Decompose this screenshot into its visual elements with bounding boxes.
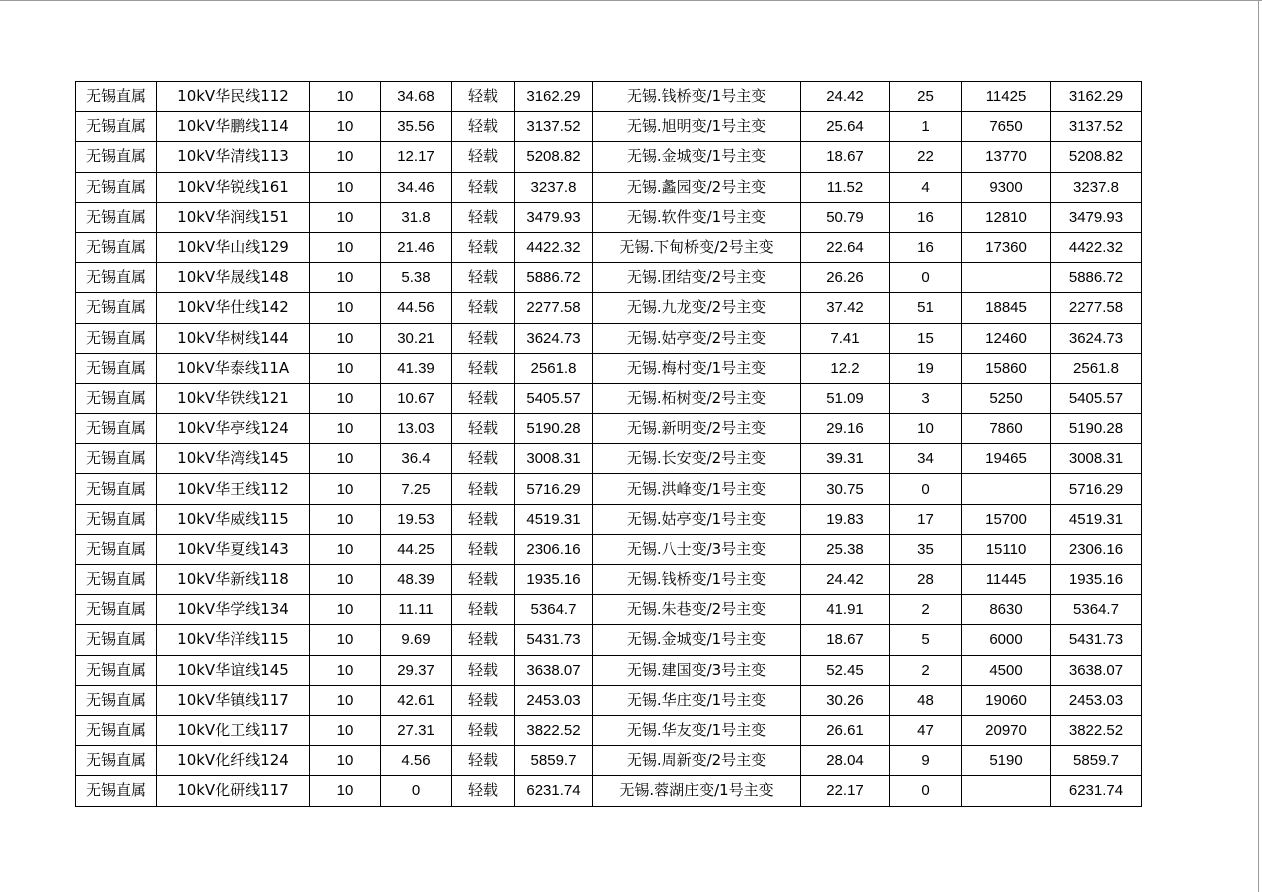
feeder-name-cell: 10kV华学线134 [157,595,310,625]
table-row [76,625,1142,655]
voltage-cell: 10 [310,715,381,745]
customer-count-cell: 25 [890,82,962,112]
load-rate-cell: 41.39 [381,353,452,383]
substation-transformer-cell: 无锡.姑亭变/1号主变 [593,504,801,534]
company-cell: 无锡直属 [76,112,157,142]
spare-capacity-cell: 3479.93 [515,202,593,232]
load-status-cell: 轻载 [452,202,515,232]
feeder-name-cell: 10kV华新线118 [157,565,310,595]
available-capacity-cell: 5405.57 [1051,383,1142,413]
load-status-cell: 轻载 [452,172,515,202]
transformer-load-rate-cell: 37.42 [801,293,890,323]
transformer-load-rate-cell: 26.61 [801,715,890,745]
substation-transformer-cell: 无锡.金城变/1号主变 [593,142,801,172]
company-cell: 无锡直属 [76,172,157,202]
capacity-cell: 11445 [962,565,1051,595]
load-status-cell: 轻载 [452,112,515,142]
transformer-load-rate-cell: 25.38 [801,534,890,564]
capacity-cell: 7650 [962,112,1051,142]
company-cell: 无锡直属 [76,534,157,564]
transformer-load-rate-cell: 24.42 [801,82,890,112]
table-row [76,746,1142,776]
table-row [76,142,1142,172]
customer-count-cell: 17 [890,504,962,534]
substation-transformer-cell: 无锡.长安变/2号主变 [593,444,801,474]
load-rate-cell: 34.46 [381,172,452,202]
company-cell: 无锡直属 [76,293,157,323]
load-rate-cell: 0 [381,776,452,806]
substation-transformer-cell: 无锡.姑亭变/2号主变 [593,323,801,353]
spare-capacity-cell: 3638.07 [515,655,593,685]
substation-transformer-cell: 无锡.下甸桥变/2号主变 [593,232,801,262]
spare-capacity-cell: 5859.7 [515,746,593,776]
customer-count-cell: 51 [890,293,962,323]
spare-capacity-cell: 1935.16 [515,565,593,595]
load-rate-cell: 12.17 [381,142,452,172]
table-row [76,655,1142,685]
load-rate-cell: 13.03 [381,414,452,444]
load-rate-cell: 9.69 [381,625,452,655]
transformer-load-rate-cell: 29.16 [801,414,890,444]
transformer-load-rate-cell: 11.52 [801,172,890,202]
load-rate-cell: 27.31 [381,715,452,745]
table-row [76,263,1142,293]
load-status-cell: 轻载 [452,625,515,655]
voltage-cell: 10 [310,776,381,806]
substation-transformer-cell: 无锡.钱桥变/1号主变 [593,82,801,112]
available-capacity-cell: 5431.73 [1051,625,1142,655]
table-row [76,534,1142,564]
customer-count-cell: 0 [890,263,962,293]
load-status-cell: 轻载 [452,82,515,112]
customer-count-cell: 16 [890,232,962,262]
available-capacity-cell: 4422.32 [1051,232,1142,262]
capacity-cell: 6000 [962,625,1051,655]
transformer-load-rate-cell: 18.67 [801,142,890,172]
customer-count-cell: 28 [890,565,962,595]
available-capacity-cell: 5886.72 [1051,263,1142,293]
voltage-cell: 10 [310,534,381,564]
load-rate-cell: 44.25 [381,534,452,564]
load-rate-cell: 36.4 [381,444,452,474]
voltage-cell: 10 [310,414,381,444]
voltage-cell: 10 [310,504,381,534]
feeder-name-cell: 10kV华亭线124 [157,414,310,444]
feeder-name-cell: 10kV华湾线145 [157,444,310,474]
feeder-name-cell: 10kV华清线113 [157,142,310,172]
voltage-cell: 10 [310,232,381,262]
spare-capacity-cell: 3822.52 [515,715,593,745]
customer-count-cell: 2 [890,655,962,685]
transformer-load-rate-cell: 39.31 [801,444,890,474]
table-row [76,383,1142,413]
feeder-name-cell: 10kV华洋线115 [157,625,310,655]
table-row [76,504,1142,534]
transformer-load-rate-cell: 50.79 [801,202,890,232]
voltage-cell: 10 [310,383,381,413]
company-cell: 无锡直属 [76,685,157,715]
substation-transformer-cell: 无锡.朱巷变/2号主变 [593,595,801,625]
capacity-cell [962,263,1051,293]
feeder-name-cell: 10kV华王线112 [157,474,310,504]
company-cell: 无锡直属 [76,595,157,625]
spare-capacity-cell: 4422.32 [515,232,593,262]
voltage-cell: 10 [310,474,381,504]
spare-capacity-cell: 3008.31 [515,444,593,474]
spare-capacity-cell: 3624.73 [515,323,593,353]
transformer-load-rate-cell: 51.09 [801,383,890,413]
table-row [76,685,1142,715]
capacity-cell: 4500 [962,655,1051,685]
voltage-cell: 10 [310,142,381,172]
company-cell: 无锡直属 [76,625,157,655]
substation-transformer-cell: 无锡.华友变/1号主变 [593,715,801,745]
substation-transformer-cell: 无锡.钱桥变/1号主变 [593,565,801,595]
capacity-cell: 11425 [962,82,1051,112]
voltage-cell: 10 [310,293,381,323]
company-cell: 无锡直属 [76,655,157,685]
capacity-cell: 13770 [962,142,1051,172]
capacity-cell: 19465 [962,444,1051,474]
spare-capacity-cell: 3237.8 [515,172,593,202]
voltage-cell: 10 [310,685,381,715]
voltage-cell: 10 [310,353,381,383]
page-border-top [0,0,1262,1]
capacity-cell: 17360 [962,232,1051,262]
transformer-load-rate-cell: 30.75 [801,474,890,504]
load-status-cell: 轻载 [452,776,515,806]
table-row [76,82,1142,112]
load-rate-cell: 34.68 [381,82,452,112]
load-rate-cell: 44.56 [381,293,452,323]
load-rate-cell: 30.21 [381,323,452,353]
capacity-cell: 5190 [962,746,1051,776]
company-cell: 无锡直属 [76,565,157,595]
load-rate-cell: 21.46 [381,232,452,262]
available-capacity-cell: 6231.74 [1051,776,1142,806]
company-cell: 无锡直属 [76,776,157,806]
load-status-cell: 轻载 [452,232,515,262]
company-cell: 无锡直属 [76,444,157,474]
table-row [76,293,1142,323]
load-status-cell: 轻载 [452,263,515,293]
available-capacity-cell: 2277.58 [1051,293,1142,323]
capacity-cell: 15860 [962,353,1051,383]
feeder-name-cell: 10kV化纤线124 [157,746,310,776]
company-cell: 无锡直属 [76,746,157,776]
table-body [76,82,1142,807]
available-capacity-cell: 3479.93 [1051,202,1142,232]
substation-transformer-cell: 无锡.旭明变/1号主变 [593,112,801,142]
spare-capacity-cell: 3137.52 [515,112,593,142]
transformer-load-rate-cell: 24.42 [801,565,890,595]
load-rate-cell: 35.56 [381,112,452,142]
transformer-load-rate-cell: 28.04 [801,746,890,776]
voltage-cell: 10 [310,746,381,776]
feeder-name-cell: 10kV华晟线148 [157,263,310,293]
load-rate-cell: 11.11 [381,595,452,625]
spare-capacity-cell: 5431.73 [515,625,593,655]
table-row [76,776,1142,806]
transformer-load-rate-cell: 41.91 [801,595,890,625]
feeder-name-cell: 10kV华润线151 [157,202,310,232]
load-status-cell: 轻载 [452,414,515,444]
feeder-name-cell: 10kV华民线112 [157,82,310,112]
customer-count-cell: 5 [890,625,962,655]
load-status-cell: 轻载 [452,323,515,353]
load-status-cell: 轻载 [452,474,515,504]
spare-capacity-cell: 5886.72 [515,263,593,293]
customer-count-cell: 35 [890,534,962,564]
table-row [76,715,1142,745]
customer-count-cell: 2 [890,595,962,625]
capacity-cell: 9300 [962,172,1051,202]
feeder-name-cell: 10kV华仕线142 [157,293,310,323]
substation-transformer-cell: 无锡.建国变/3号主变 [593,655,801,685]
voltage-cell: 10 [310,655,381,685]
available-capacity-cell: 3162.29 [1051,82,1142,112]
capacity-cell: 20970 [962,715,1051,745]
available-capacity-cell: 2453.03 [1051,685,1142,715]
load-status-cell: 轻载 [452,746,515,776]
feeder-name-cell: 10kV华锐线161 [157,172,310,202]
load-status-cell: 轻载 [452,685,515,715]
load-status-cell: 轻载 [452,142,515,172]
transformer-load-rate-cell: 7.41 [801,323,890,353]
load-rate-cell: 48.39 [381,565,452,595]
table-row [76,323,1142,353]
voltage-cell: 10 [310,112,381,142]
company-cell: 无锡直属 [76,263,157,293]
load-status-cell: 轻载 [452,595,515,625]
available-capacity-cell: 2306.16 [1051,534,1142,564]
substation-transformer-cell: 无锡.软件变/1号主变 [593,202,801,232]
company-cell: 无锡直属 [76,383,157,413]
feeder-name-cell: 10kV化工线117 [157,715,310,745]
available-capacity-cell: 4519.31 [1051,504,1142,534]
feeder-name-cell: 10kV华威线115 [157,504,310,534]
load-rate-cell: 10.67 [381,383,452,413]
feeder-name-cell: 10kV华谊线145 [157,655,310,685]
company-cell: 无锡直属 [76,202,157,232]
customer-count-cell: 16 [890,202,962,232]
load-rate-cell: 29.37 [381,655,452,685]
available-capacity-cell: 5364.7 [1051,595,1142,625]
capacity-cell: 15110 [962,534,1051,564]
table-row [76,202,1142,232]
table-row [76,232,1142,262]
substation-transformer-cell: 无锡.九龙变/2号主变 [593,293,801,323]
customer-count-cell: 34 [890,444,962,474]
capacity-cell [962,776,1051,806]
load-status-cell: 轻载 [452,353,515,383]
available-capacity-cell: 3137.52 [1051,112,1142,142]
substation-transformer-cell: 无锡.八士变/3号主变 [593,534,801,564]
voltage-cell: 10 [310,595,381,625]
customer-count-cell: 1 [890,112,962,142]
voltage-cell: 10 [310,263,381,293]
capacity-cell: 5250 [962,383,1051,413]
company-cell: 无锡直属 [76,142,157,172]
substation-transformer-cell: 无锡.洪峰变/1号主变 [593,474,801,504]
capacity-cell: 8630 [962,595,1051,625]
table-row [76,565,1142,595]
feeder-name-cell: 10kV华山线129 [157,232,310,262]
spare-capacity-cell: 3162.29 [515,82,593,112]
table-row [76,112,1142,142]
capacity-cell: 7860 [962,414,1051,444]
customer-count-cell: 9 [890,746,962,776]
load-status-cell: 轻载 [452,715,515,745]
capacity-cell: 12460 [962,323,1051,353]
load-rate-cell: 42.61 [381,685,452,715]
company-cell: 无锡直属 [76,504,157,534]
feeder-name-cell: 10kV华夏线143 [157,534,310,564]
table-row [76,172,1142,202]
transformer-load-rate-cell: 19.83 [801,504,890,534]
table-row [76,444,1142,474]
load-status-cell: 轻载 [452,444,515,474]
available-capacity-cell: 3822.52 [1051,715,1142,745]
company-cell: 无锡直属 [76,414,157,444]
capacity-cell: 12810 [962,202,1051,232]
customer-count-cell: 10 [890,414,962,444]
transformer-load-rate-cell: 22.17 [801,776,890,806]
customer-count-cell: 0 [890,474,962,504]
transformer-load-rate-cell: 52.45 [801,655,890,685]
available-capacity-cell: 5208.82 [1051,142,1142,172]
available-capacity-cell: 5859.7 [1051,746,1142,776]
load-status-cell: 轻载 [452,655,515,685]
load-status-cell: 轻载 [452,383,515,413]
customer-count-cell: 48 [890,685,962,715]
customer-count-cell: 19 [890,353,962,383]
spare-capacity-cell: 2453.03 [515,685,593,715]
transformer-load-rate-cell: 22.64 [801,232,890,262]
spare-capacity-cell: 5364.7 [515,595,593,625]
transformer-load-rate-cell: 18.67 [801,625,890,655]
spare-capacity-cell: 2561.8 [515,353,593,383]
spare-capacity-cell: 5405.57 [515,383,593,413]
feeder-name-cell: 10kV华铁线121 [157,383,310,413]
available-capacity-cell: 3624.73 [1051,323,1142,353]
voltage-cell: 10 [310,323,381,353]
capacity-cell: 19060 [962,685,1051,715]
spare-capacity-cell: 2277.58 [515,293,593,323]
customer-count-cell: 22 [890,142,962,172]
page-border-right [1258,0,1259,892]
feeder-name-cell: 10kV华鹏线114 [157,112,310,142]
spare-capacity-cell: 5190.28 [515,414,593,444]
available-capacity-cell: 3638.07 [1051,655,1142,685]
voltage-cell: 10 [310,565,381,595]
substation-transformer-cell: 无锡.金城变/1号主变 [593,625,801,655]
spare-capacity-cell: 2306.16 [515,534,593,564]
spare-capacity-cell: 6231.74 [515,776,593,806]
substation-transformer-cell: 无锡.团结变/2号主变 [593,263,801,293]
feeder-name-cell: 10kV华镇线117 [157,685,310,715]
load-status-cell: 轻载 [452,565,515,595]
available-capacity-cell: 5190.28 [1051,414,1142,444]
company-cell: 无锡直属 [76,474,157,504]
table-row [76,595,1142,625]
load-rate-cell: 19.53 [381,504,452,534]
substation-transformer-cell: 无锡.柘树变/2号主变 [593,383,801,413]
spare-capacity-cell: 4519.31 [515,504,593,534]
capacity-cell: 15700 [962,504,1051,534]
substation-transformer-cell: 无锡.蠡园变/2号主变 [593,172,801,202]
voltage-cell: 10 [310,202,381,232]
load-rate-cell: 7.25 [381,474,452,504]
company-cell: 无锡直属 [76,353,157,383]
transformer-load-rate-cell: 12.2 [801,353,890,383]
capacity-cell: 18845 [962,293,1051,323]
feeder-name-cell: 10kV华树线144 [157,323,310,353]
load-status-cell: 轻载 [452,504,515,534]
feeder-load-table [75,81,1142,807]
company-cell: 无锡直属 [76,323,157,353]
substation-transformer-cell: 无锡.梅村变/1号主变 [593,353,801,383]
transformer-load-rate-cell: 30.26 [801,685,890,715]
voltage-cell: 10 [310,444,381,474]
company-cell: 无锡直属 [76,715,157,745]
load-status-cell: 轻载 [452,534,515,564]
available-capacity-cell: 5716.29 [1051,474,1142,504]
table-row [76,474,1142,504]
available-capacity-cell: 1935.16 [1051,565,1142,595]
capacity-cell [962,474,1051,504]
load-rate-cell: 4.56 [381,746,452,776]
customer-count-cell: 3 [890,383,962,413]
company-cell: 无锡直属 [76,82,157,112]
substation-transformer-cell: 无锡.新明变/2号主变 [593,414,801,444]
transformer-load-rate-cell: 25.64 [801,112,890,142]
substation-transformer-cell: 无锡.蓉湖庄变/1号主变 [593,776,801,806]
feeder-name-cell: 10kV化研线117 [157,776,310,806]
available-capacity-cell: 3008.31 [1051,444,1142,474]
substation-transformer-cell: 无锡.华庄变/1号主变 [593,685,801,715]
company-cell: 无锡直属 [76,232,157,262]
table-row [76,414,1142,444]
customer-count-cell: 4 [890,172,962,202]
load-rate-cell: 5.38 [381,263,452,293]
voltage-cell: 10 [310,82,381,112]
customer-count-cell: 0 [890,776,962,806]
load-rate-cell: 31.8 [381,202,452,232]
customer-count-cell: 15 [890,323,962,353]
spare-capacity-cell: 5716.29 [515,474,593,504]
available-capacity-cell: 2561.8 [1051,353,1142,383]
voltage-cell: 10 [310,172,381,202]
substation-transformer-cell: 无锡.周新变/2号主变 [593,746,801,776]
spare-capacity-cell: 5208.82 [515,142,593,172]
load-status-cell: 轻载 [452,293,515,323]
available-capacity-cell: 3237.8 [1051,172,1142,202]
customer-count-cell: 47 [890,715,962,745]
feeder-name-cell: 10kV华泰线11A [157,353,310,383]
table-row [76,353,1142,383]
voltage-cell: 10 [310,625,381,655]
transformer-load-rate-cell: 26.26 [801,263,890,293]
